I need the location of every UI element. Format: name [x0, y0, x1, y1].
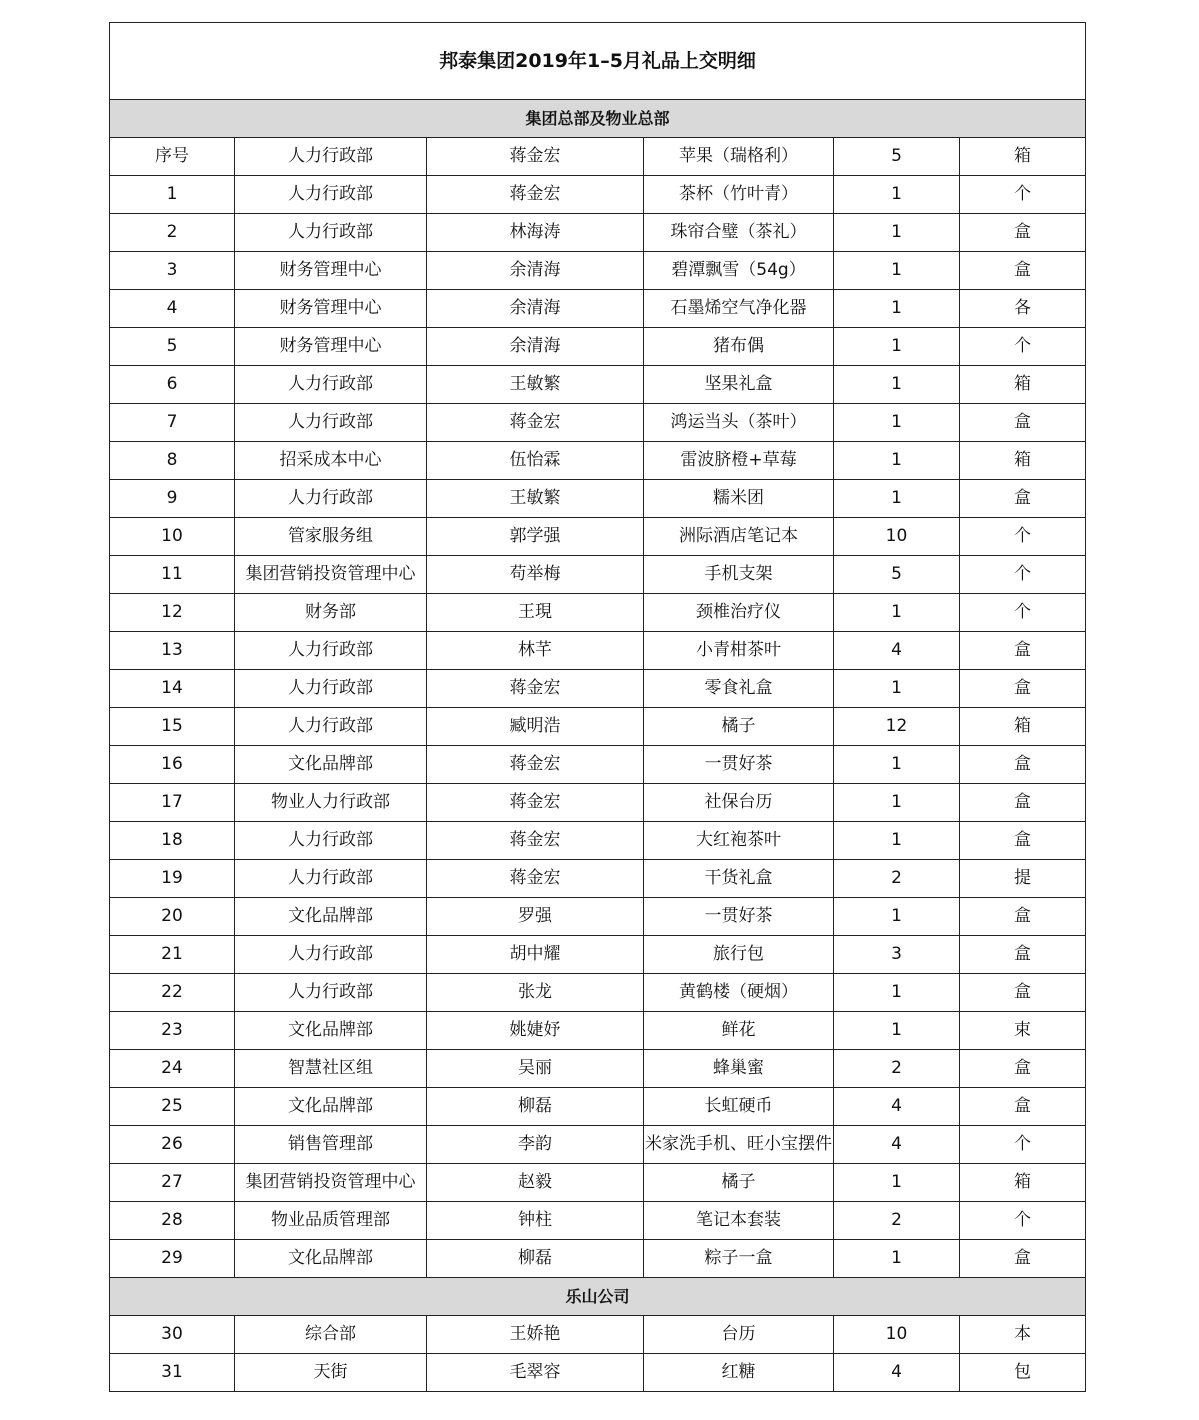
department-cell: 文化品牌部: [235, 746, 427, 784]
person-cell: 毛翠容: [427, 1354, 644, 1392]
gift-cell: 干货礼盒: [644, 860, 834, 898]
department-cell: 文化品牌部: [235, 898, 427, 936]
unit-cell: 盒: [960, 252, 1086, 290]
table-row: [110, 366, 1086, 404]
department-cell: 人力行政部: [235, 936, 427, 974]
unit-cell: 提: [960, 860, 1086, 898]
quantity-cell: 1: [834, 1012, 960, 1050]
index-cell: 26: [110, 1126, 235, 1164]
index-cell: 3: [110, 252, 235, 290]
gift-cell: 旅行包: [644, 936, 834, 974]
person-cell: 李韵: [427, 1126, 644, 1164]
department-cell: 人力行政部: [235, 974, 427, 1012]
department-cell: 物业品质管理部: [235, 1202, 427, 1240]
index-cell: 9: [110, 480, 235, 518]
person-cell: 赵毅: [427, 1164, 644, 1202]
quantity-cell: 4: [834, 632, 960, 670]
quantity-cell: 1: [834, 594, 960, 632]
gift-cell: 橘子: [644, 1164, 834, 1202]
department-cell: 人力行政部: [235, 480, 427, 518]
table-row: [110, 176, 1086, 214]
quantity-cell: 4: [834, 1126, 960, 1164]
table-row: [110, 1050, 1086, 1088]
table-row: [110, 1240, 1086, 1278]
index-cell: 31: [110, 1354, 235, 1392]
table-row: [110, 746, 1086, 784]
unit-cell: 箱: [960, 1164, 1086, 1202]
unit-cell: 箱: [960, 708, 1086, 746]
gift-cell: 一贯好茶: [644, 746, 834, 784]
gift-cell: 鲜花: [644, 1012, 834, 1050]
department-cell: 财务部: [235, 594, 427, 632]
page-title: 邦泰集团2019年1–5月礼品上交明细: [110, 23, 1086, 100]
quantity-cell: 2: [834, 1202, 960, 1240]
person-cell: 余清海: [427, 252, 644, 290]
index-cell: 序号: [110, 138, 235, 176]
gift-cell: 台历: [644, 1316, 834, 1354]
unit-cell: 盒: [960, 1088, 1086, 1126]
gift-cell: 零食礼盒: [644, 670, 834, 708]
person-cell: 伍怡霖: [427, 442, 644, 480]
index-cell: 7: [110, 404, 235, 442]
quantity-cell: 1: [834, 290, 960, 328]
unit-cell: 盒: [960, 480, 1086, 518]
unit-cell: 盒: [960, 1240, 1086, 1278]
gift-cell: 社保台历: [644, 784, 834, 822]
index-cell: 10: [110, 518, 235, 556]
table-row: [110, 1316, 1086, 1354]
index-cell: 11: [110, 556, 235, 594]
department-cell: 人力行政部: [235, 404, 427, 442]
quantity-cell: 1: [834, 822, 960, 860]
gift-cell: 长虹硬币: [644, 1088, 834, 1126]
person-cell: 林芊: [427, 632, 644, 670]
person-cell: 蒋金宏: [427, 784, 644, 822]
quantity-cell: 2: [834, 860, 960, 898]
section-header-row: [110, 1278, 1086, 1316]
department-cell: 物业人力行政部: [235, 784, 427, 822]
gift-cell: 大红袍茶叶: [644, 822, 834, 860]
department-cell: 文化品牌部: [235, 1088, 427, 1126]
index-cell: 12: [110, 594, 235, 632]
person-cell: 苟举梅: [427, 556, 644, 594]
person-cell: 王敏繁: [427, 480, 644, 518]
unit-cell: 个: [960, 328, 1086, 366]
quantity-cell: 4: [834, 1088, 960, 1126]
person-cell: 柳磊: [427, 1240, 644, 1278]
index-cell: 23: [110, 1012, 235, 1050]
unit-cell: 盒: [960, 936, 1086, 974]
quantity-cell: 1: [834, 898, 960, 936]
department-cell: 财务管理中心: [235, 290, 427, 328]
department-cell: 销售管理部: [235, 1126, 427, 1164]
person-cell: 王現: [427, 594, 644, 632]
index-cell: 2: [110, 214, 235, 252]
unit-cell: 箱: [960, 138, 1086, 176]
table-row: [110, 1354, 1086, 1392]
table-row: [110, 1202, 1086, 1240]
table-row: [110, 822, 1086, 860]
quantity-cell: 1: [834, 1164, 960, 1202]
department-cell: 综合部: [235, 1316, 427, 1354]
person-cell: 王敏繁: [427, 366, 644, 404]
index-cell: 19: [110, 860, 235, 898]
quantity-cell: 1: [834, 784, 960, 822]
person-cell: 蒋金宏: [427, 860, 644, 898]
person-cell: 蒋金宏: [427, 822, 644, 860]
quantity-cell: 10: [834, 518, 960, 556]
person-cell: 姚婕妤: [427, 1012, 644, 1050]
unit-cell: 盒: [960, 974, 1086, 1012]
index-cell: 28: [110, 1202, 235, 1240]
unit-cell: 包: [960, 1354, 1086, 1392]
unit-cell: 盒: [960, 404, 1086, 442]
person-cell: 余清海: [427, 328, 644, 366]
table-row: [110, 1088, 1086, 1126]
department-cell: 人力行政部: [235, 214, 427, 252]
unit-cell: 盒: [960, 822, 1086, 860]
person-cell: 蒋金宏: [427, 670, 644, 708]
person-cell: 张龙: [427, 974, 644, 1012]
person-cell: 蒋金宏: [427, 138, 644, 176]
unit-cell: 盒: [960, 632, 1086, 670]
section-header-row: [110, 100, 1086, 138]
gift-cell: 雷波脐橙+草莓: [644, 442, 834, 480]
department-cell: 财务管理中心: [235, 252, 427, 290]
unit-cell: 本: [960, 1316, 1086, 1354]
unit-cell: 箱: [960, 366, 1086, 404]
quantity-cell: 2: [834, 1050, 960, 1088]
person-cell: 林海涛: [427, 214, 644, 252]
table-row: [110, 784, 1086, 822]
gift-cell: 糯米团: [644, 480, 834, 518]
unit-cell: 个: [960, 518, 1086, 556]
gift-cell: 鸿运当头（茶叶）: [644, 404, 834, 442]
table-row: [110, 252, 1086, 290]
quantity-cell: 1: [834, 746, 960, 784]
person-cell: 蒋金宏: [427, 404, 644, 442]
table-row: [110, 214, 1086, 252]
table-row: [110, 556, 1086, 594]
gift-cell: 蜂巢蜜: [644, 1050, 834, 1088]
gift-table: [109, 22, 1086, 1392]
gift-cell: 黄鹤楼（硬烟）: [644, 974, 834, 1012]
quantity-cell: 1: [834, 328, 960, 366]
gift-cell: 珠帘合璧（茶礼）: [644, 214, 834, 252]
index-cell: 24: [110, 1050, 235, 1088]
table-row: [110, 974, 1086, 1012]
quantity-cell: 5: [834, 556, 960, 594]
table-row: [110, 442, 1086, 480]
unit-cell: 束: [960, 1012, 1086, 1050]
unit-cell: 个: [960, 1126, 1086, 1164]
unit-cell: 盒: [960, 746, 1086, 784]
unit-cell: 各: [960, 290, 1086, 328]
department-cell: 人力行政部: [235, 670, 427, 708]
section-title: 集团总部及物业总部: [110, 100, 1086, 138]
quantity-cell: 5: [834, 138, 960, 176]
index-cell: 13: [110, 632, 235, 670]
department-cell: 文化品牌部: [235, 1240, 427, 1278]
person-cell: 王娇艳: [427, 1316, 644, 1354]
gift-cell: 小青柑茶叶: [644, 632, 834, 670]
person-cell: 罗强: [427, 898, 644, 936]
index-cell: 5: [110, 328, 235, 366]
person-cell: 吴丽: [427, 1050, 644, 1088]
quantity-cell: 1: [834, 480, 960, 518]
gift-cell: 茶杯（竹叶青）: [644, 176, 834, 214]
index-cell: 29: [110, 1240, 235, 1278]
gift-cell: 颈椎治疗仪: [644, 594, 834, 632]
index-cell: 25: [110, 1088, 235, 1126]
department-cell: 人力行政部: [235, 860, 427, 898]
gift-cell: 手机支架: [644, 556, 834, 594]
index-cell: 16: [110, 746, 235, 784]
quantity-cell: 1: [834, 442, 960, 480]
unit-cell: 盒: [960, 898, 1086, 936]
index-cell: 14: [110, 670, 235, 708]
table-row: [110, 328, 1086, 366]
unit-cell: 箱: [960, 442, 1086, 480]
department-cell: 人力行政部: [235, 366, 427, 404]
index-cell: 18: [110, 822, 235, 860]
quantity-cell: 4: [834, 1354, 960, 1392]
gift-cell: 笔记本套装: [644, 1202, 834, 1240]
department-cell: 管家服务组: [235, 518, 427, 556]
department-cell: 人力行政部: [235, 822, 427, 860]
person-cell: 柳磊: [427, 1088, 644, 1126]
table-row: [110, 518, 1086, 556]
table-row: [110, 1164, 1086, 1202]
quantity-cell: 1: [834, 176, 960, 214]
table-row: [110, 594, 1086, 632]
gift-cell: 米家洗手机、旺小宝摆件: [644, 1126, 834, 1164]
quantity-cell: 1: [834, 214, 960, 252]
table-row: [110, 1126, 1086, 1164]
person-cell: 蒋金宏: [427, 746, 644, 784]
unit-cell: 盒: [960, 784, 1086, 822]
table-row: [110, 290, 1086, 328]
person-cell: 郭学强: [427, 518, 644, 556]
quantity-cell: 1: [834, 670, 960, 708]
department-cell: 招采成本中心: [235, 442, 427, 480]
index-cell: 8: [110, 442, 235, 480]
quantity-cell: 1: [834, 1240, 960, 1278]
table-row: [110, 936, 1086, 974]
gift-cell: 碧潭飘雪（54g）: [644, 252, 834, 290]
unit-cell: 盒: [960, 1050, 1086, 1088]
table-row: [110, 898, 1086, 936]
department-cell: 集团营销投资管理中心: [235, 556, 427, 594]
unit-cell: 个: [960, 556, 1086, 594]
table-row: [110, 860, 1086, 898]
index-cell: 6: [110, 366, 235, 404]
gift-cell: 橘子: [644, 708, 834, 746]
index-cell: 30: [110, 1316, 235, 1354]
index-cell: 4: [110, 290, 235, 328]
table-row: [110, 632, 1086, 670]
department-cell: 人力行政部: [235, 632, 427, 670]
department-cell: 人力行政部: [235, 708, 427, 746]
unit-cell: 个: [960, 176, 1086, 214]
table-row: [110, 708, 1086, 746]
quantity-cell: 3: [834, 936, 960, 974]
section-title: 乐山公司: [110, 1278, 1086, 1316]
index-cell: 21: [110, 936, 235, 974]
index-cell: 27: [110, 1164, 235, 1202]
unit-cell: 盒: [960, 214, 1086, 252]
index-cell: 17: [110, 784, 235, 822]
table-row: [110, 138, 1086, 176]
department-cell: 人力行政部: [235, 138, 427, 176]
index-cell: 20: [110, 898, 235, 936]
person-cell: 蒋金宏: [427, 176, 644, 214]
gift-cell: 苹果（瑞格利）: [644, 138, 834, 176]
unit-cell: 盒: [960, 670, 1086, 708]
table-row: [110, 480, 1086, 518]
department-cell: 天街: [235, 1354, 427, 1392]
quantity-cell: 1: [834, 252, 960, 290]
department-cell: 财务管理中心: [235, 328, 427, 366]
person-cell: 臧明浩: [427, 708, 644, 746]
department-cell: 人力行政部: [235, 176, 427, 214]
gift-cell: 洲际酒店笔记本: [644, 518, 834, 556]
quantity-cell: 12: [834, 708, 960, 746]
department-cell: 文化品牌部: [235, 1012, 427, 1050]
person-cell: 胡中耀: [427, 936, 644, 974]
gift-cell: 红糖: [644, 1354, 834, 1392]
department-cell: 智慧社区组: [235, 1050, 427, 1088]
quantity-cell: 1: [834, 404, 960, 442]
title-row: [110, 23, 1086, 100]
quantity-cell: 1: [834, 974, 960, 1012]
unit-cell: 个: [960, 594, 1086, 632]
index-cell: 22: [110, 974, 235, 1012]
gift-cell: 一贯好茶: [644, 898, 834, 936]
gift-cell: 粽子一盒: [644, 1240, 834, 1278]
gift-cell: 坚果礼盒: [644, 366, 834, 404]
quantity-cell: 10: [834, 1316, 960, 1354]
gift-cell: 猪布偶: [644, 328, 834, 366]
person-cell: 钟柱: [427, 1202, 644, 1240]
person-cell: 余清海: [427, 290, 644, 328]
department-cell: 集团营销投资管理中心: [235, 1164, 427, 1202]
table-row: [110, 670, 1086, 708]
quantity-cell: 1: [834, 366, 960, 404]
table-row: [110, 404, 1086, 442]
unit-cell: 个: [960, 1202, 1086, 1240]
gift-cell: 石墨烯空气净化器: [644, 290, 834, 328]
index-cell: 1: [110, 176, 235, 214]
index-cell: 15: [110, 708, 235, 746]
table-row: [110, 1012, 1086, 1050]
